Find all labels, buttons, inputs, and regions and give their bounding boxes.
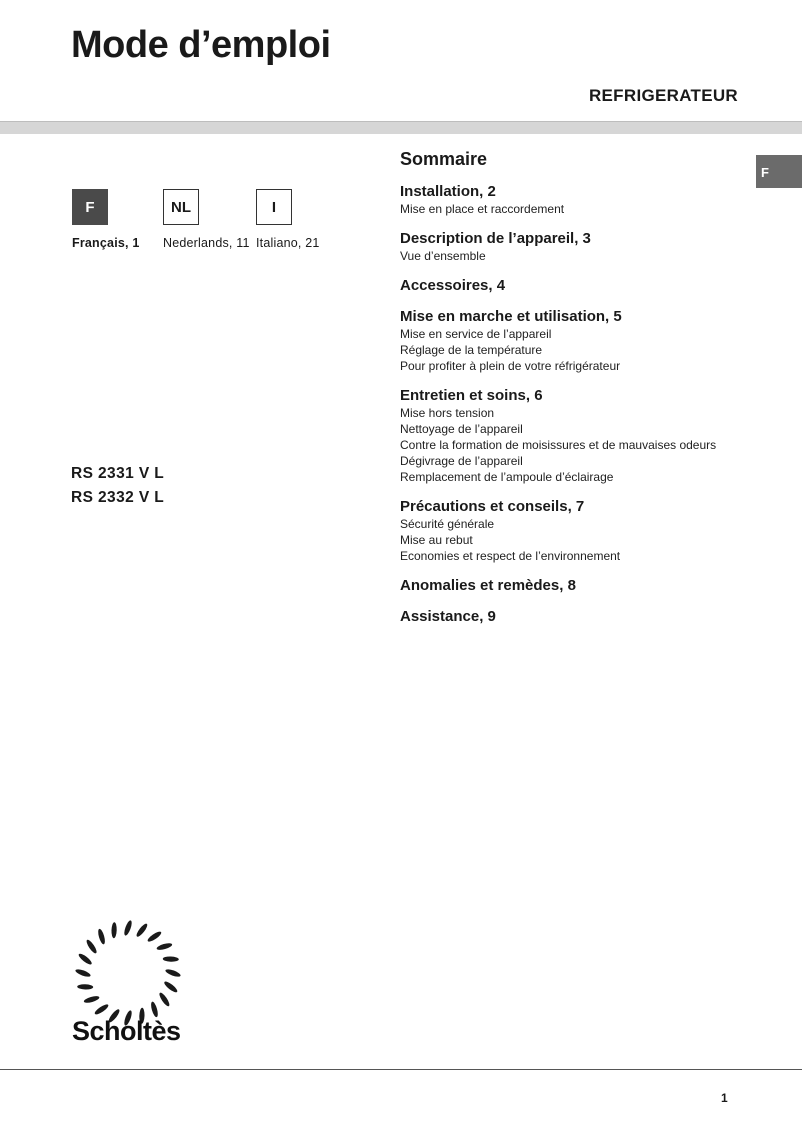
language-caption: Français, 1 — [72, 236, 140, 250]
toc-section-title: Entretien et soins, 6 — [400, 387, 543, 404]
toc-subitem: Remplacement de l’ampoule d’éclairage — [400, 470, 614, 484]
page-number: 1 — [721, 1091, 728, 1105]
header-divider-band — [0, 121, 802, 134]
toc-subitem: Réglage de la température — [400, 343, 543, 357]
toc-subitem: Vue d’ensemble — [400, 249, 486, 263]
toc-subitem: Mise au rebut — [400, 533, 473, 547]
toc-section-title: Installation, 2 — [400, 183, 496, 200]
language-caption: Nederlands, 11 — [163, 236, 250, 250]
toc-section-title: Accessoires, 4 — [400, 277, 506, 294]
toc-section-entretien[interactable] — [400, 387, 780, 485]
toc-section-title: Précautions et conseils, 7 — [400, 498, 585, 515]
toc-subitem: Sécurité générale — [400, 517, 495, 531]
toc-subitem: Mise hors tension — [400, 406, 495, 420]
toc-subitem: Nettoyage de l’appareil — [400, 422, 523, 436]
model-number: RS 2332 V L — [71, 489, 165, 506]
toc-section-accessoires[interactable] — [400, 277, 780, 295]
product-type: REFRIGERATEUR — [588, 86, 738, 105]
table-of-contents — [400, 149, 780, 639]
toc-title: Sommaire — [400, 149, 488, 169]
language-italiano[interactable] — [256, 189, 320, 250]
toc-subitem: Economies et respect de l’environnement — [400, 549, 621, 563]
language-nederlands[interactable] — [163, 189, 250, 250]
page-title: Mode d’emploi — [71, 24, 331, 66]
language-code-box: NL — [163, 189, 199, 225]
language-caption: Italiano, 21 — [256, 236, 320, 250]
toc-section-anomalies[interactable] — [400, 577, 780, 595]
toc-subitem: Mise en place et raccordement — [400, 202, 565, 216]
toc-section-title: Description de l’appareil, 3 — [400, 230, 591, 247]
toc-section-title: Assistance, 9 — [400, 608, 496, 625]
toc-section-installation[interactable] — [400, 183, 780, 217]
toc-subitem: Mise en service de l’appareil — [400, 327, 552, 341]
model-number: RS 2331 V L — [71, 465, 165, 482]
model-list — [71, 462, 164, 510]
toc-subitem: Dégivrage de l’appareil — [400, 454, 523, 468]
toc-section-description[interactable] — [400, 230, 780, 264]
toc-section-title: Mise en marche et utilisation, 5 — [400, 308, 622, 325]
brand-logo-text: Scholtès — [72, 1016, 181, 1046]
language-francais[interactable] — [72, 189, 140, 250]
toc-subitem: Pour profiter à plein de votre réfrigérateur — [400, 359, 621, 373]
toc-section-mise-en-marche[interactable] — [400, 308, 780, 374]
language-tab: F — [756, 155, 802, 188]
language-code-box: I — [256, 189, 292, 225]
toc-section-assistance[interactable] — [400, 608, 780, 626]
toc-subitem: Contre la formation de moisissures et de mauvaises odeurs — [400, 438, 717, 452]
toc-section-precautions[interactable] — [400, 498, 780, 564]
language-code-box: F — [72, 189, 108, 225]
toc-section-title: Anomalies et remèdes, 8 — [400, 577, 576, 594]
footer-divider — [0, 1069, 802, 1070]
